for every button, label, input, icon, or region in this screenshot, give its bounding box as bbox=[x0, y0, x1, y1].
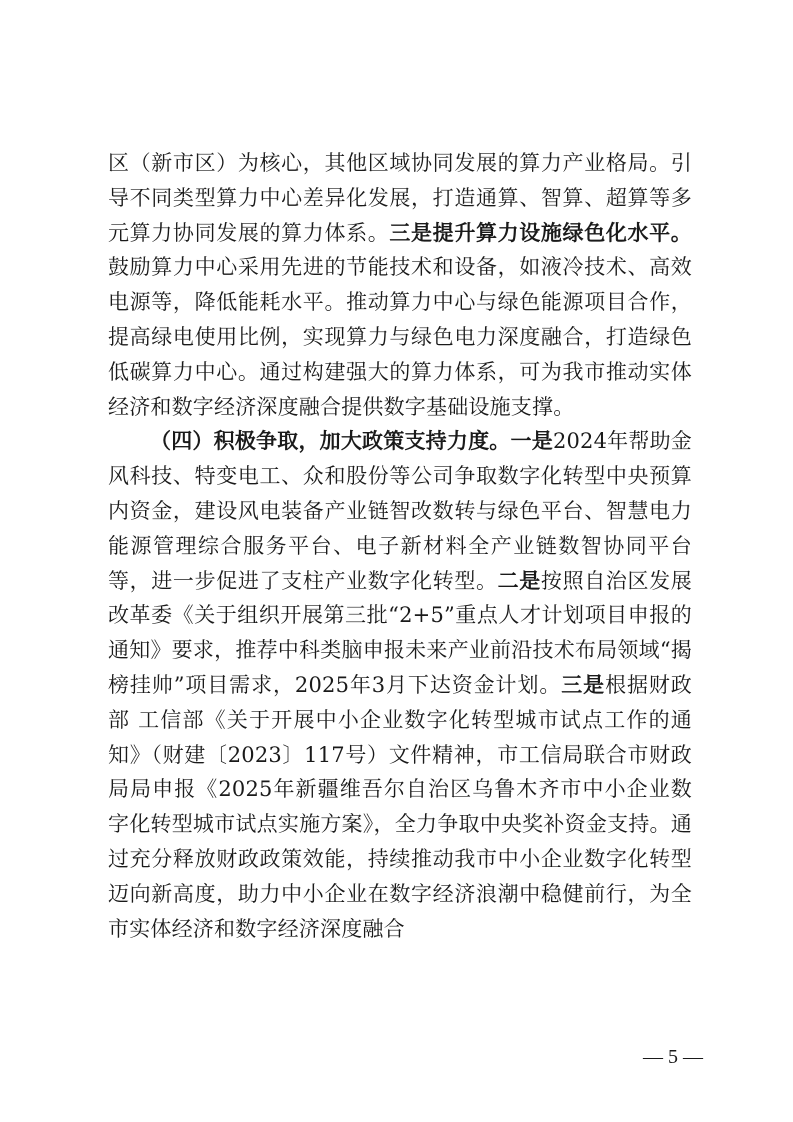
document-body bbox=[108, 146, 692, 946]
paragraph-2-text-2: 按照自治区发展改革委《关于组织开展第三批“2+5”重点人才计划项目申报的通知》要求，推荐中科类脑申报未来产业前沿技术布局领域“揭榜挂帅”项目需求，2025年3月下达资金计划。 bbox=[108, 568, 692, 697]
paragraph-2-bold-3: 三是 bbox=[561, 672, 606, 697]
paragraph-2-bold-1: 一是 bbox=[510, 429, 553, 454]
page-number: — 5 — bbox=[643, 1046, 703, 1068]
paragraph-2 bbox=[108, 424, 692, 946]
paragraph-1 bbox=[108, 146, 692, 424]
paragraph-2-text-1: 2024年帮助金风科技、特变电工、众和股份等公司争取数字化转型中央预算内资金，建设风电装备产业链智改数转与绿色平台、智慧电力能源管理综合服务平台、电子新材料全产业链数智协同平台等，进一步促进了支柱产业数字化转型。 bbox=[108, 429, 693, 593]
paragraph-1-text-1: 区（新市区）为核心，其他区域协同发展的算力产业格局。引导不同类型算力中心差异化发展，打造通算、智算、超算等多元算力协同发展的算力体系。 bbox=[108, 151, 692, 245]
section-heading: （四）积极争取，加大政策支持力度。 bbox=[150, 429, 511, 454]
paragraph-1-bold-1: 三是提升算力设施绿色化水平。 bbox=[389, 220, 692, 245]
paragraph-2-text-3: 根据财政部 工信部《关于开展中小企业数字化转型城市试点工作的通知》（财建〔2023〕117号）文件精神，市工信局联合市财政局局申报《2025年新疆维吾尔自治区乌鲁木齐市中小企业数字化转型城市试点实施方案》，全力争取中央奖补资金支持。通过充分释放财政政策效能，持续推动我市中小企业数字化转型迈向新高度，助力中小企业在数字经济浪潮中稳健前行，为全市实体经济和数字经济深度融合 bbox=[108, 672, 692, 941]
paragraph-1-text-2: 鼓励算力中心采用先进的节能技术和设备，如液冷技术、高效电源等，降低能耗水平。推动算力中心与绿色能源项目合作，提高绿电使用比例，实现算力与绿色电力深度融合，打造绿色低碳算力中心。通过构建强大的算力体系，可为我市推动实体经济和数字经济深度融合提供数字基础设施支撑。 bbox=[108, 255, 692, 419]
paragraph-2-bold-2: 二是 bbox=[497, 568, 541, 593]
